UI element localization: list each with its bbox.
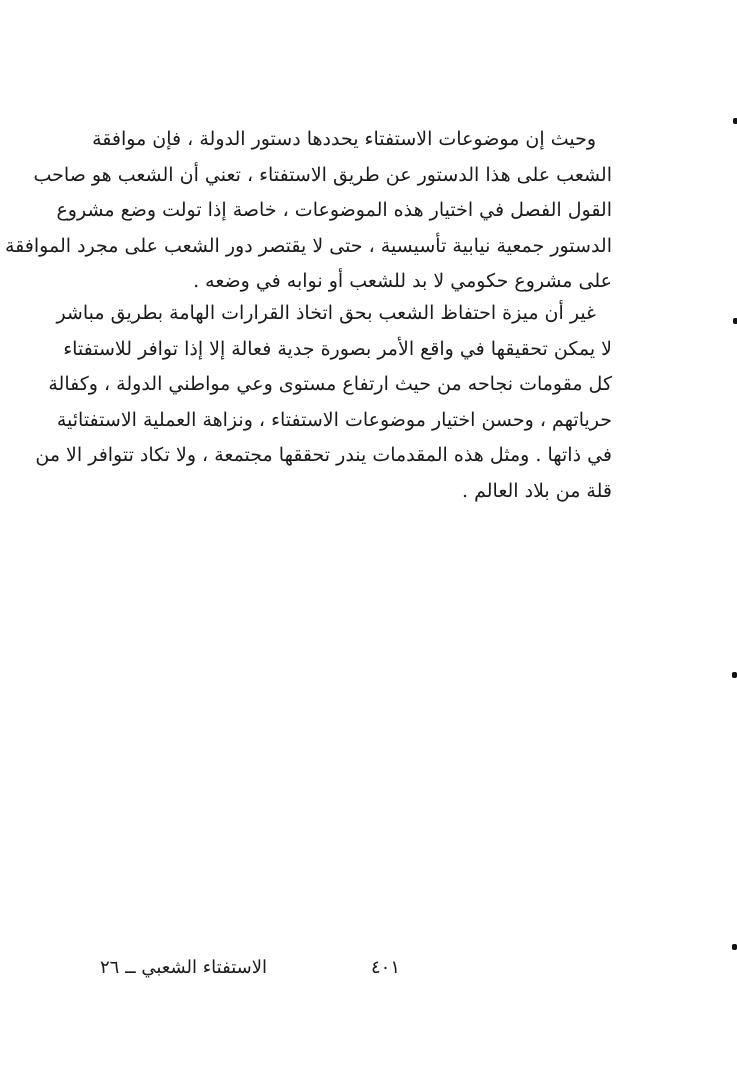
paragraph-line: لا يمكن تحقيقها في واقع الأمر بصورة جدية فعالة إلا إذا توافر للاستفتاء (63, 337, 612, 360)
paragraph-line: كل مقومات نجاحه من حيث ارتفاع مستوى وعي مواطني الدولة ، وكفالة (48, 373, 612, 395)
paragraph-line: قلة من بلاد العالم . (462, 479, 612, 502)
scan-mark (733, 318, 737, 324)
paragraph-line: حرياتهم ، وحسن اختيار موضوعات الاستفتاء ، ونزاهة العملية الاستفتائية (56, 408, 612, 431)
paragraph-2 (35, 296, 612, 509)
paragraph-line: في ذاتها . ومثل هذه المقدمات يندر تحققها مجتمعة ، ولا تكاد تتوافر الا من (35, 444, 612, 466)
paragraph-line: على مشروع حكومي لا بد للشعب أو نوابه في وضعه . (193, 270, 612, 292)
paragraph-1 (5, 122, 612, 300)
paragraph-line: الشعب على هذا الدستور عن طريق الاستفتاء ، تعني أن الشعب هو صاحب (33, 163, 612, 186)
paragraph-line: القول الفصل في اختيار هذه الموضوعات ، خاصة إذا تولت وضع مشروع (56, 199, 612, 221)
scan-mark (732, 944, 737, 950)
paragraph-line: غير أن ميزة احتفاظ الشعب بحق اتخاذ القرارات الهامة بطريق مباشر (56, 302, 596, 324)
scan-mark (733, 118, 737, 124)
scan-mark (732, 672, 737, 678)
page-number: ٤٠١ (370, 957, 400, 978)
signature-mark: الاستفتاء الشعبي ــ ٢٦ (100, 957, 267, 978)
paragraph-line: الدستور جمعية نيابية تأسيسية ، حتى لا يقتصر دور الشعب على مجرد الموافقة (5, 234, 612, 257)
page-footer (100, 957, 400, 978)
paragraph-line: وحيث إن موضوعات الاستفتاء يحددها دستور الدولة ، فإن موافقة (92, 128, 596, 150)
